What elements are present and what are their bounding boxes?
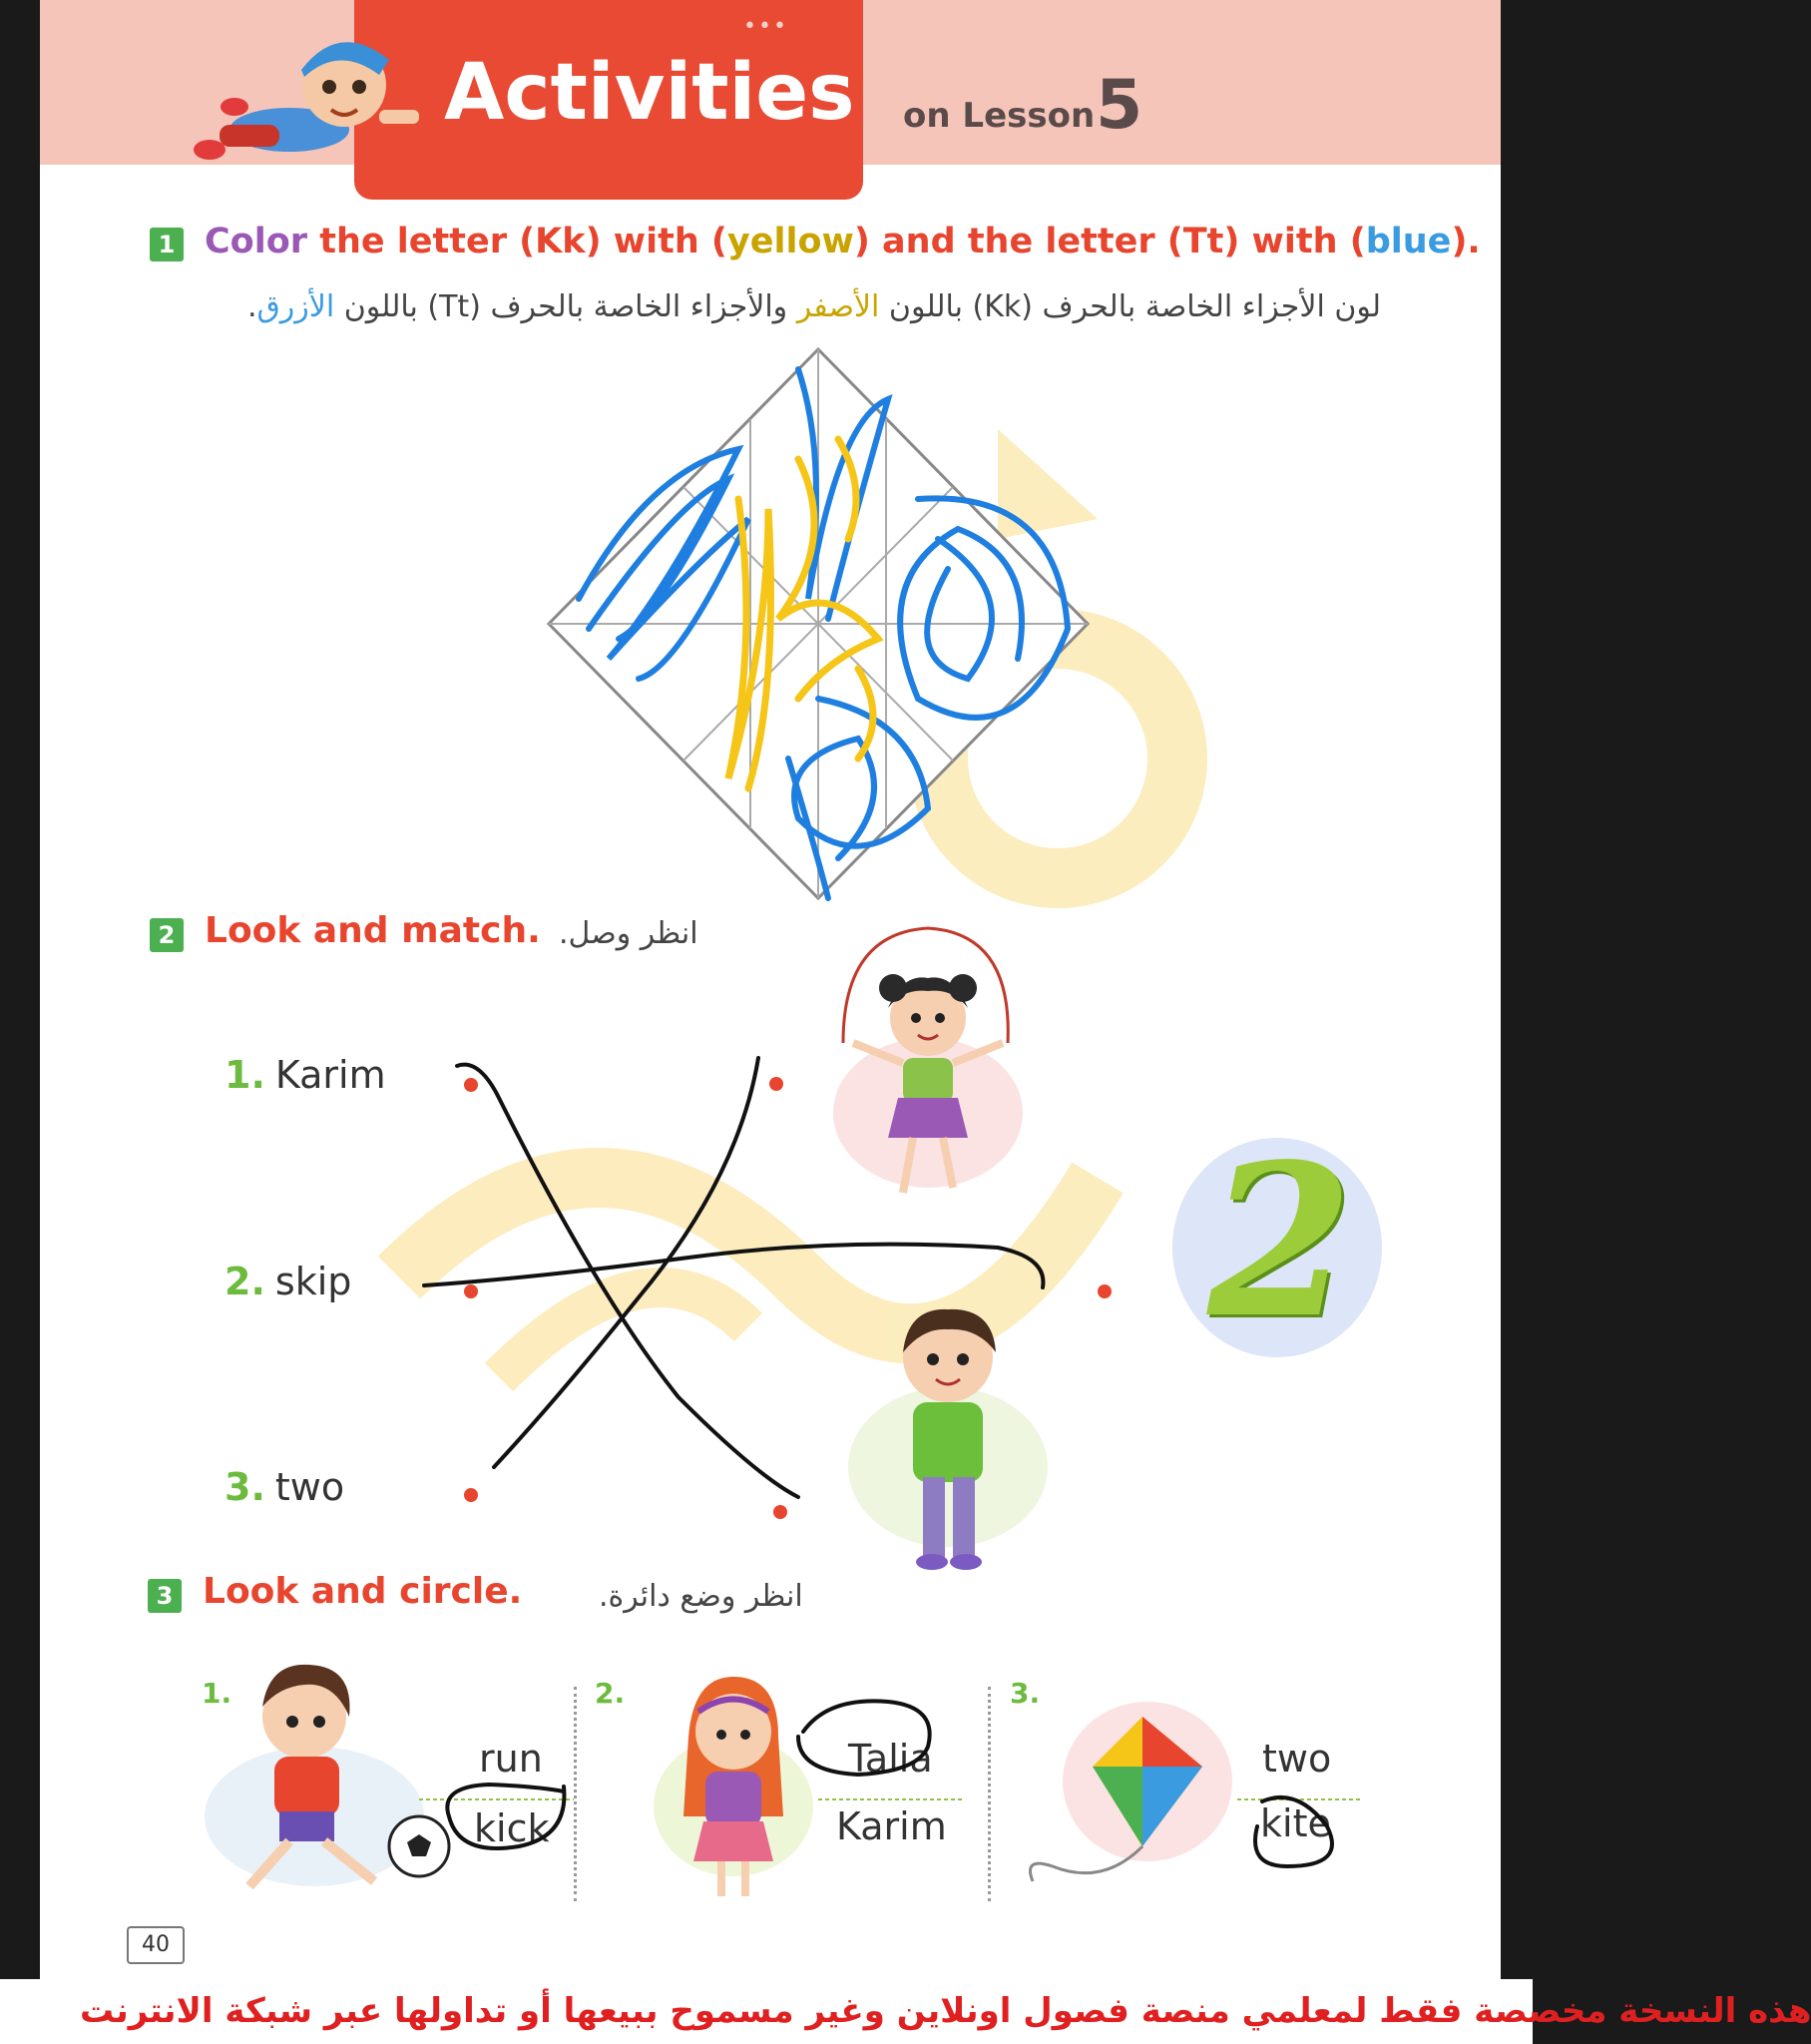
arabic-yellow-word: الأصفر bbox=[796, 289, 880, 324]
circle-item-2-top[interactable]: Talia bbox=[848, 1737, 933, 1781]
exercise-3-heading: Look and circle. bbox=[203, 1571, 523, 1612]
circle-item-1-number: 1. bbox=[202, 1677, 232, 1710]
yellow-word: yellow bbox=[726, 222, 854, 261]
match-item-number: 3. bbox=[225, 1465, 265, 1509]
circle-item-2-bottom[interactable]: Karim bbox=[836, 1804, 947, 1848]
match-item-word: Karim bbox=[274, 1053, 386, 1097]
exercise-3-arabic: انظر وضع دائرة. bbox=[599, 1579, 803, 1614]
circle-item-3-number: 3. bbox=[1010, 1677, 1041, 1710]
instruction-part: ) and the letter (Tt) with ( bbox=[853, 222, 1366, 261]
more-options-icon[interactable]: ••• bbox=[743, 14, 788, 39]
footer-notice-bar bbox=[0, 1979, 1811, 2044]
match-item-number: 2. bbox=[225, 1260, 265, 1303]
circle-item-2-number: 2. bbox=[595, 1677, 626, 1710]
footer-notice-text: هذه النسخة مخصصة فقط لمعلمي منصة فصول اونلاين وغير مسموح ببيعها أو تداولها عبر شبكة الانترنت bbox=[80, 1991, 1811, 2031]
instruction-part: ). bbox=[1451, 222, 1481, 261]
match-item-word: two bbox=[274, 1465, 345, 1509]
match-item-word: skip bbox=[274, 1260, 352, 1303]
blue-word: blue bbox=[1365, 222, 1452, 261]
exercise-1-number: 1 bbox=[150, 228, 184, 261]
match-item-number: 1. bbox=[225, 1053, 265, 1097]
circle-item-3-top[interactable]: two bbox=[1262, 1737, 1332, 1781]
exercise-2-heading: Look and match. bbox=[205, 910, 541, 951]
drawn-answer-circles bbox=[40, 0, 1501, 2044]
numeral-two: 2 bbox=[1207, 1118, 1354, 1364]
on-lesson-label: on Lesson bbox=[903, 96, 1096, 136]
arabic-blue-word: الأزرق bbox=[256, 289, 335, 324]
arabic-part: لون الأجزاء الخاصة بالحرف (Kk) باللون bbox=[879, 289, 1381, 324]
circle-item-3-bottom[interactable]: kite bbox=[1260, 1801, 1331, 1845]
instruction-part: the letter (Kk) with ( bbox=[307, 222, 727, 261]
arabic-part: . bbox=[246, 289, 257, 324]
circle-item-1-top[interactable]: run bbox=[479, 1737, 543, 1781]
exercise-2-number: 2 bbox=[150, 918, 184, 952]
arabic-part: والأجزاء الخاصة بالحرف (Tt) باللون bbox=[334, 289, 797, 324]
circle-item-1-bottom[interactable]: kick bbox=[474, 1806, 550, 1850]
page-title: Activities bbox=[444, 48, 855, 138]
lesson-number: 5 bbox=[1096, 66, 1143, 145]
page-number: 40 bbox=[127, 1926, 185, 1964]
exercise-2-arabic: انظر وصل. bbox=[559, 916, 698, 951]
exercise-3-number: 3 bbox=[148, 1579, 182, 1613]
workbook-page bbox=[40, 0, 1501, 2044]
color-word: Color bbox=[205, 222, 308, 261]
